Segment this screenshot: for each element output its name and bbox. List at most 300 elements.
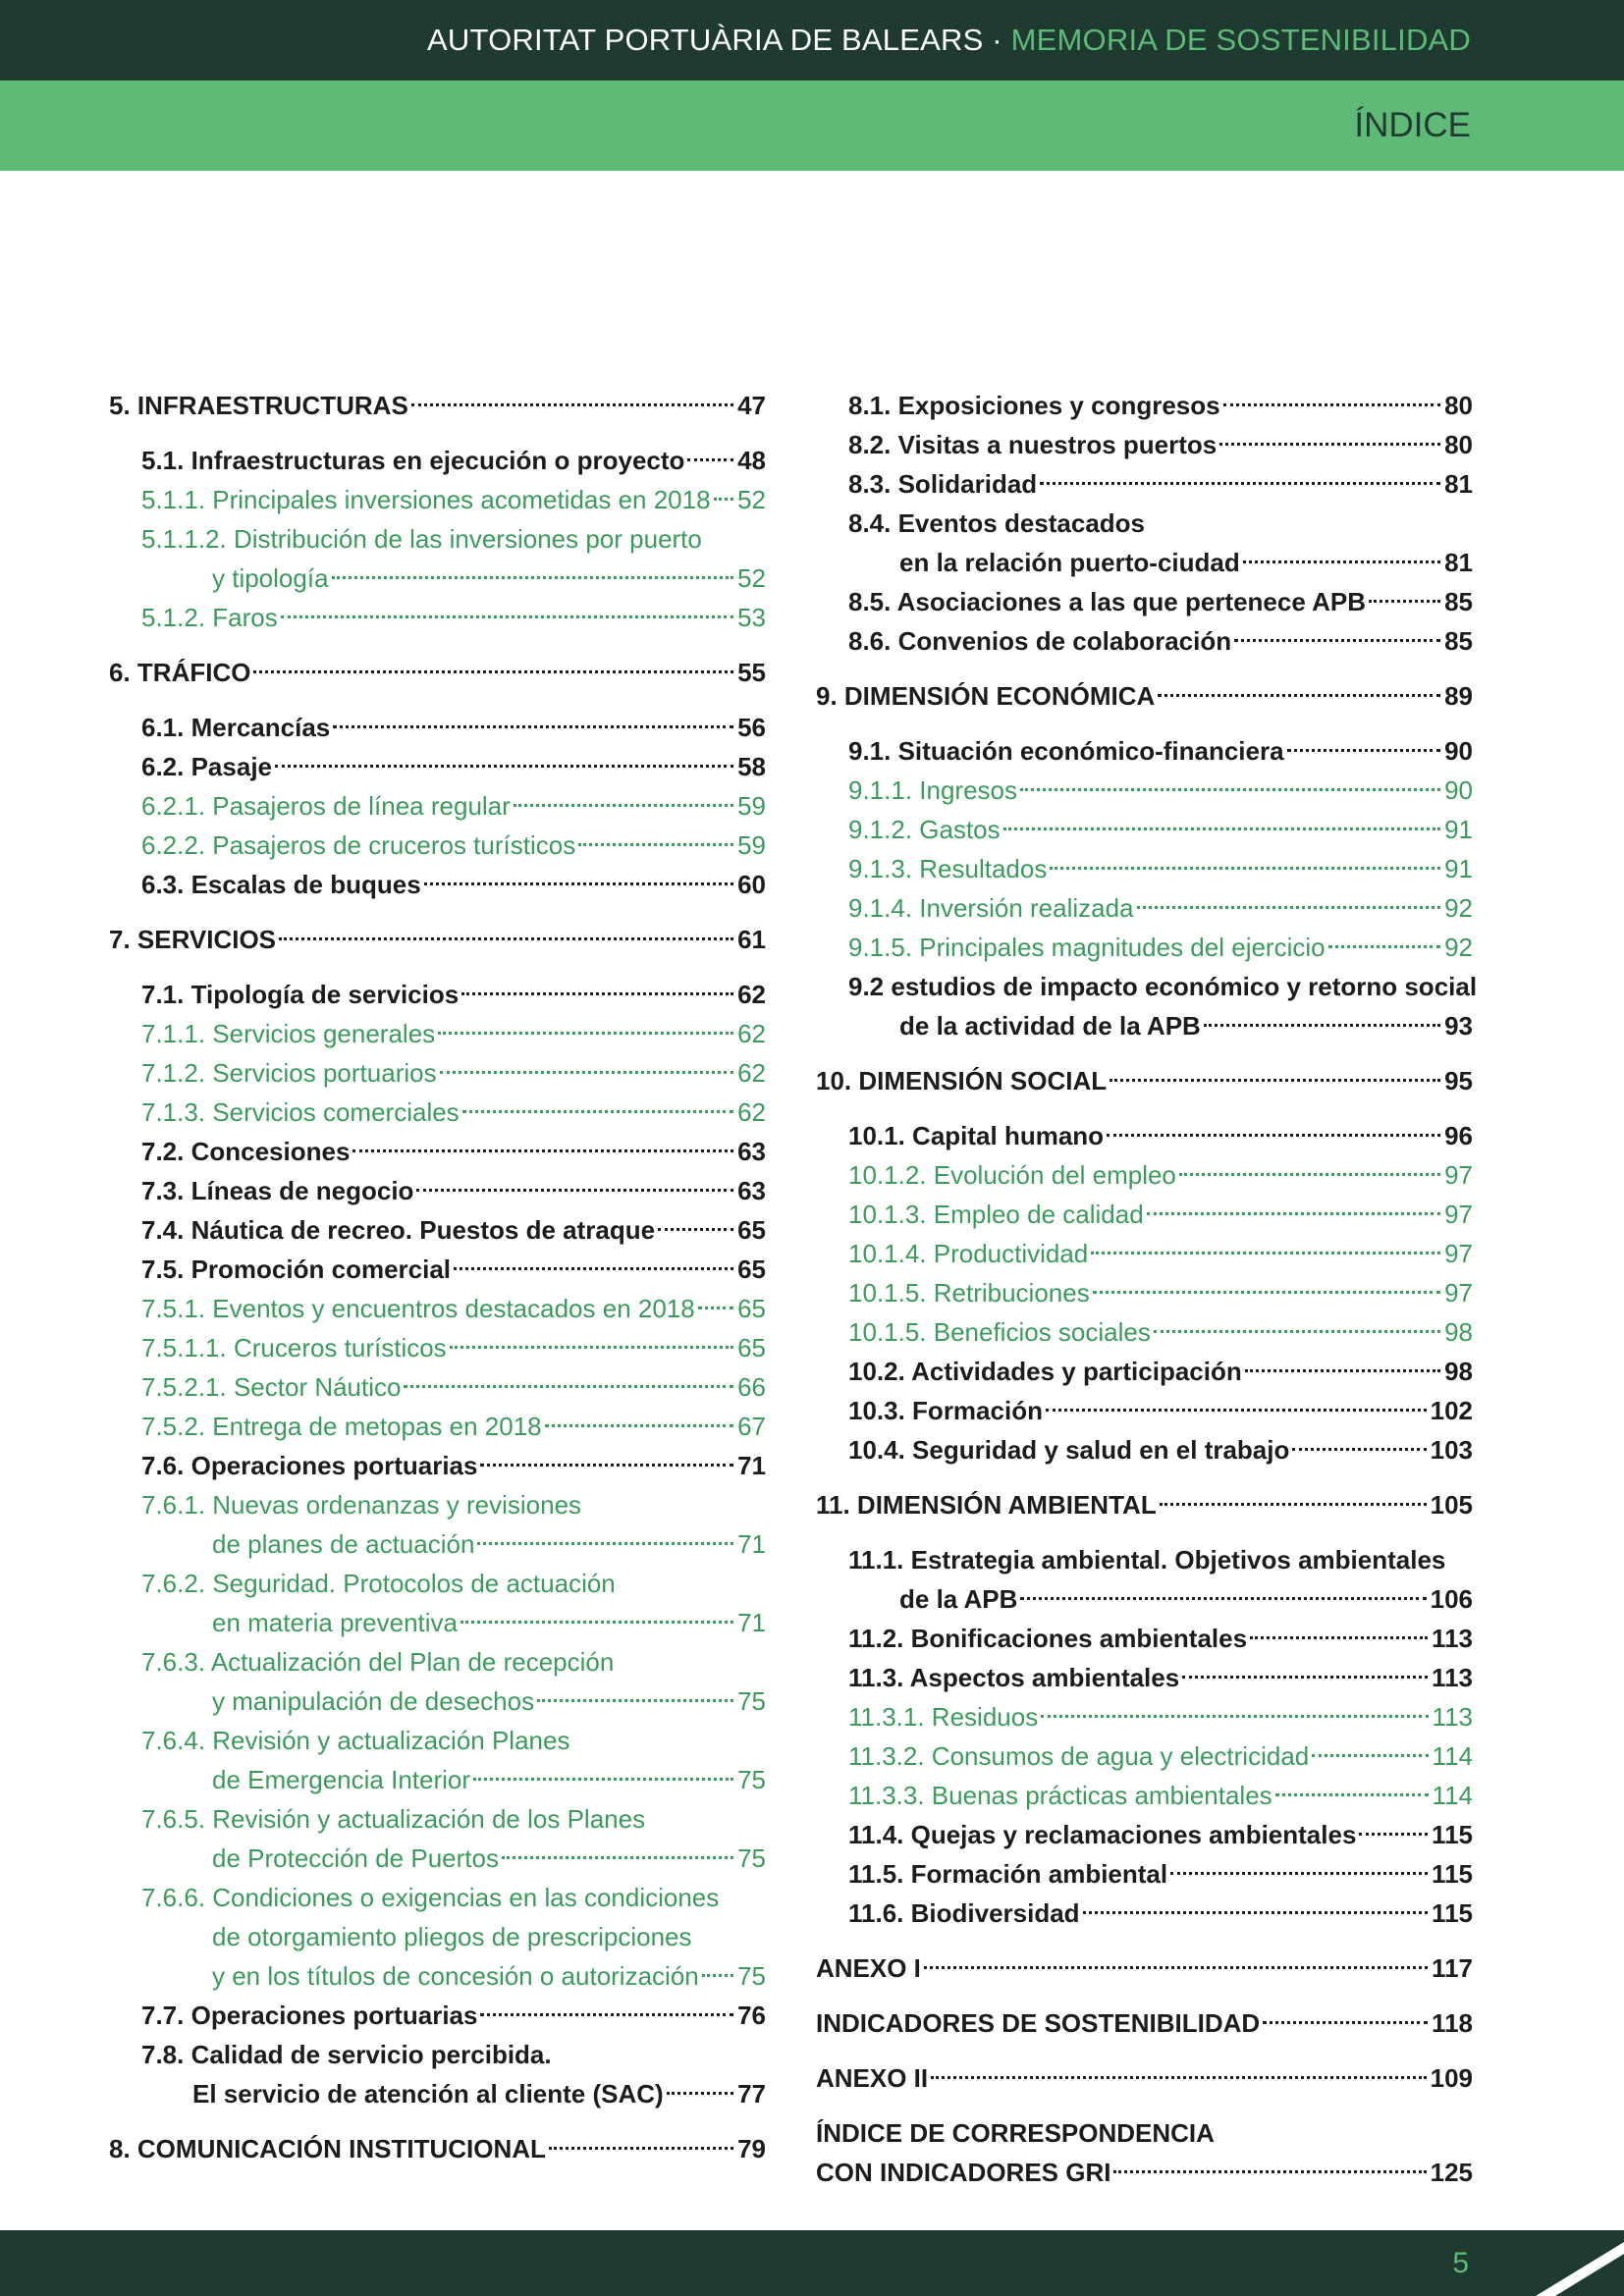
toc-entry-title: y en los títulos de concesión o autorización xyxy=(212,1961,699,1991)
toc-entry-title: ANEXO I xyxy=(816,1953,921,1983)
toc-entry-title: 8.4. Eventos destacados xyxy=(848,508,1146,538)
dot-leader xyxy=(687,458,733,461)
dot-leader xyxy=(253,670,733,673)
dot-leader xyxy=(450,1346,733,1349)
toc-entry[interactable] xyxy=(816,1619,1473,1658)
toc-entry[interactable] xyxy=(109,1093,766,1132)
dot-leader xyxy=(1110,1079,1440,1082)
toc-entry-title: 5.1.2. Faros xyxy=(141,603,278,632)
toc-entry-line xyxy=(141,708,766,747)
dot-leader xyxy=(1170,1872,1428,1875)
toc-entry-title: 10.1. Capital humano xyxy=(848,1121,1105,1150)
toc-entry-line xyxy=(141,1171,766,1210)
toc-entry-title: 7.3. Líneas de negocio xyxy=(141,1176,414,1205)
dot-leader xyxy=(1091,1252,1440,1255)
toc-entry[interactable] xyxy=(816,1391,1473,1430)
toc-entry-title: 9.1.4. Inversión realizada xyxy=(848,893,1134,923)
dot-leader xyxy=(667,2092,733,2095)
toc-page-number: 115 xyxy=(1432,1859,1473,1889)
toc-entry-line xyxy=(816,2003,1473,2043)
toc-entry-line xyxy=(848,1312,1473,1352)
toc-entry[interactable] xyxy=(109,865,766,904)
toc-page-number: 98 xyxy=(1444,1317,1473,1347)
toc-entry-line xyxy=(141,1524,766,1564)
toc-entry[interactable] xyxy=(109,826,766,865)
toc-entry-title: de Emergencia Interior xyxy=(212,1765,471,1794)
dot-leader xyxy=(1147,1212,1440,1215)
toc-entry[interactable] xyxy=(109,1367,766,1407)
toc-entry-title: 9.1.3. Resultados xyxy=(848,854,1048,883)
dot-leader xyxy=(658,1228,733,1231)
toc-entry[interactable] xyxy=(109,1250,766,1289)
toc-entry-title: 11.3.1. Residuos xyxy=(848,1702,1039,1732)
toc-entry-title: ÍNDICE DE CORRESPONDENCIA xyxy=(816,2118,1215,2148)
toc-entry-title: 6.2.2. Pasajeros de cruceros turísticos xyxy=(141,830,576,860)
toc-entry[interactable] xyxy=(816,1430,1473,1469)
header-separator: · xyxy=(983,23,1011,57)
toc-entry[interactable] xyxy=(109,920,766,959)
toc-page-number: 96 xyxy=(1444,1121,1473,1150)
toc-page-number: 65 xyxy=(737,1333,766,1362)
toc-entry-title: 9.1.5. Principales magnitudes del ejercicio xyxy=(848,933,1326,962)
toc-entry-line xyxy=(141,747,766,786)
toc-entry-line xyxy=(141,1446,766,1485)
toc-entry[interactable] xyxy=(109,519,766,598)
toc-entry-line xyxy=(141,1996,766,2035)
toc-entry-title: 7.7. Operaciones portuarias xyxy=(141,2001,478,2030)
dot-leader xyxy=(404,1385,733,1388)
toc-entry[interactable] xyxy=(109,975,766,1014)
toc-entry[interactable] xyxy=(816,849,1473,888)
dot-leader xyxy=(473,1778,733,1781)
dot-leader xyxy=(424,882,733,885)
toc-entry-title: 6.3. Escalas de buques xyxy=(141,870,421,899)
dot-leader xyxy=(477,1542,733,1545)
toc-entry-title: 6. TRÁFICO xyxy=(109,658,251,687)
header-bar xyxy=(0,0,1624,80)
toc-entry-line xyxy=(141,1014,766,1053)
toc-page-number: 62 xyxy=(737,980,766,1009)
toc-page-number: 71 xyxy=(737,1451,766,1480)
toc-page-number: 62 xyxy=(737,1058,766,1088)
toc-entry-title: INDICADORES DE SOSTENIBILIDAD xyxy=(816,2008,1261,2038)
toc-entry[interactable] xyxy=(109,1878,766,1996)
toc-entry[interactable] xyxy=(109,1328,766,1367)
dot-leader xyxy=(1245,1369,1440,1372)
dot-leader xyxy=(1287,749,1441,752)
toc-entry-line xyxy=(141,1407,766,1446)
toc-entry[interactable] xyxy=(816,1736,1473,1776)
toc-entry[interactable] xyxy=(109,1014,766,1053)
toc-entry-title: 7.1.3. Servicios comerciales xyxy=(141,1097,460,1127)
toc-page-number: 85 xyxy=(1444,587,1473,616)
toc-entry-line xyxy=(848,888,1473,928)
toc-entry[interactable] xyxy=(109,1289,766,1328)
toc-page-number: 125 xyxy=(1430,2158,1473,2187)
toc-entry[interactable] xyxy=(816,1776,1473,1815)
toc-page-number: 93 xyxy=(1444,1011,1473,1041)
toc-entry-line xyxy=(848,386,1473,425)
toc-entry[interactable] xyxy=(816,2058,1473,2098)
toc-entry[interactable] xyxy=(816,1234,1473,1273)
toc-page-number: 65 xyxy=(737,1255,766,1284)
dot-leader xyxy=(1137,906,1441,909)
toc-entry[interactable] xyxy=(109,653,766,692)
toc-entry[interactable] xyxy=(109,786,766,826)
toc-entry-line xyxy=(141,1093,766,1132)
toc-entry-line xyxy=(816,676,1473,716)
dot-leader xyxy=(1234,639,1440,642)
toc-entry-line xyxy=(109,920,766,959)
toc-entry[interactable] xyxy=(816,1116,1473,1155)
dot-leader xyxy=(1083,1911,1428,1914)
dot-leader xyxy=(1093,1291,1440,1294)
toc-entry-line xyxy=(816,1485,1473,1524)
toc-entry[interactable] xyxy=(816,1485,1473,1524)
dot-leader xyxy=(416,1189,733,1192)
toc-entry[interactable] xyxy=(109,441,766,480)
toc-entry-line xyxy=(141,1132,766,1171)
toc-page-number: 77 xyxy=(737,2079,766,2109)
toc-entry-line xyxy=(848,731,1473,771)
toc-page-number: 102 xyxy=(1430,1396,1473,1425)
toc-entry-line xyxy=(848,1579,1473,1619)
toc-entry-title: 11.1. Estrategia ambiental. Objetivos ambientales xyxy=(848,1545,1446,1575)
toc-entry[interactable] xyxy=(109,1407,766,1446)
toc-page-number: 59 xyxy=(737,791,766,821)
toc-entry-title: 8.3. Solidaridad xyxy=(848,469,1038,499)
toc-entry-title: y tipología xyxy=(212,563,329,593)
toc-entry[interactable] xyxy=(816,1273,1473,1312)
toc-page-number: 55 xyxy=(737,658,766,687)
toc-entry-title: 7. SERVICIOS xyxy=(109,925,277,954)
toc-entry[interactable] xyxy=(816,621,1473,661)
toc-page-number: 113 xyxy=(1432,1663,1473,1692)
dot-leader xyxy=(462,1110,733,1113)
toc-entry-line xyxy=(141,786,766,826)
toc-entry-line xyxy=(848,1894,1473,1933)
toc-entry-title: 9. DIMENSIÓN ECONÓMICA xyxy=(816,681,1156,711)
toc-entry-line xyxy=(848,1352,1473,1391)
toc-entry-line xyxy=(141,1603,766,1642)
toc-entry-line xyxy=(848,1155,1473,1195)
toc-entry-line xyxy=(141,865,766,904)
toc-entry[interactable] xyxy=(816,1697,1473,1736)
toc-entry-line xyxy=(848,849,1473,888)
toc-entry[interactable] xyxy=(816,1195,1473,1234)
toc-entry[interactable] xyxy=(816,2003,1473,2043)
section-band xyxy=(0,80,1624,171)
toc-page-number: 71 xyxy=(737,1608,766,1637)
dot-leader xyxy=(1182,1676,1428,1679)
toc-page-number: 117 xyxy=(1432,1953,1473,1983)
dot-leader xyxy=(1243,561,1440,563)
toc-entry-title: 6.2.1. Pasajeros de línea regular xyxy=(141,791,511,821)
toc-entry[interactable] xyxy=(816,888,1473,928)
toc-entry[interactable] xyxy=(816,771,1473,810)
toc-entry-line xyxy=(141,559,766,598)
toc-entry[interactable] xyxy=(816,2113,1473,2192)
toc-entry[interactable] xyxy=(816,464,1473,504)
toc-entry-line xyxy=(109,653,766,692)
page-number: 5 xyxy=(1452,2247,1469,2279)
toc-entry-line xyxy=(848,928,1473,967)
toc-entry[interactable] xyxy=(816,1352,1473,1391)
toc-page-number: 113 xyxy=(1432,1624,1473,1653)
toc-entry-line xyxy=(848,1776,1473,1815)
toc-entry[interactable] xyxy=(109,1564,766,1642)
toc-entry-line xyxy=(848,1430,1473,1469)
toc-page-number: 81 xyxy=(1444,469,1473,499)
toc-entry-title: 5.1. Infraestructuras en ejecución o proyecto xyxy=(141,446,685,475)
toc-entry-line xyxy=(141,1682,766,1721)
dot-leader xyxy=(1154,1330,1440,1333)
toc-page-number: 97 xyxy=(1444,1278,1473,1308)
toc-entry-title: 7.2. Concesiones xyxy=(141,1137,351,1166)
toc-entry[interactable] xyxy=(816,731,1473,771)
toc-entry-title: 10.1.2. Evolución del empleo xyxy=(848,1160,1176,1190)
toc-page-number: 63 xyxy=(737,1137,766,1166)
dot-leader xyxy=(714,498,734,501)
toc-entry-title: El servicio de atención al cliente (SAC) xyxy=(192,2079,664,2109)
dot-leader xyxy=(931,2076,1426,2079)
toc-entry[interactable] xyxy=(816,582,1473,621)
toc-page-number: 106 xyxy=(1430,1584,1473,1614)
dot-leader xyxy=(502,1856,733,1859)
dot-leader xyxy=(1179,1173,1440,1176)
toc-entry[interactable] xyxy=(109,1210,766,1250)
toc-entry-line xyxy=(848,582,1473,621)
toc-entry-title: 7.8. Calidad de servicio percibida. xyxy=(141,2040,552,2069)
toc-page-number: 113 xyxy=(1432,1702,1473,1732)
dot-leader xyxy=(698,1307,733,1309)
toc-entry-title: de otorgamiento pliegos de prescripciones xyxy=(212,1922,692,1951)
toc-entry[interactable] xyxy=(816,1312,1473,1352)
toc-column-left xyxy=(109,386,766,2168)
toc-entry-title: 7.1.1. Servicios generales xyxy=(141,1019,436,1048)
toc-entry[interactable] xyxy=(109,2035,766,2113)
toc-entry-title: 11.2. Bonificaciones ambientales xyxy=(848,1624,1248,1653)
dot-leader xyxy=(702,1974,733,1977)
toc-entry-title: 7.1.2. Servicios portuarios xyxy=(141,1058,437,1088)
toc-entry[interactable] xyxy=(816,504,1473,582)
toc-entry[interactable] xyxy=(816,1061,1473,1100)
toc-entry-line xyxy=(816,1949,1473,1988)
toc-entry-line xyxy=(141,1250,766,1289)
toc-entry-line xyxy=(816,2058,1473,2098)
toc-entry-title: 8.1. Exposiciones y congresos xyxy=(848,391,1220,420)
toc-page-number: 75 xyxy=(737,1765,766,1794)
toc-entry-line xyxy=(141,2035,766,2074)
toc-entry-line xyxy=(141,826,766,865)
toc-entry[interactable] xyxy=(109,1171,766,1210)
toc-entry[interactable] xyxy=(109,1053,766,1093)
toc-page-number: 105 xyxy=(1430,1490,1473,1520)
toc-entry-title: 10.4. Seguridad y salud en el trabajo xyxy=(848,1435,1290,1465)
dot-leader xyxy=(480,1464,733,1467)
toc-entry[interactable] xyxy=(816,1815,1473,1854)
toc-page-number: 80 xyxy=(1444,391,1473,420)
toc-page-number: 118 xyxy=(1432,2008,1473,2038)
toc-entry-line xyxy=(141,1956,766,1996)
toc-page-number: 79 xyxy=(737,2134,766,2163)
section-title: ÍNDICE xyxy=(1354,106,1471,144)
toc-page-number: 52 xyxy=(737,563,766,593)
dot-leader xyxy=(411,403,733,406)
dot-leader xyxy=(480,2013,733,2016)
footer-slash-decoration xyxy=(1512,2230,1624,2296)
toc-entry[interactable] xyxy=(109,480,766,519)
toc-entry-title: 11.3. Aspectos ambientales xyxy=(848,1663,1180,1692)
toc-entry[interactable] xyxy=(109,1132,766,1171)
toc-entry-line xyxy=(848,1540,1473,1579)
toc-entry-title: 5. INFRAESTRUCTURAS xyxy=(109,391,408,420)
toc-entry-line xyxy=(141,1367,766,1407)
toc-entry-title: 7.5.1.1. Cruceros turísticos xyxy=(141,1333,447,1362)
toc-entry-title: y manipulación de desechos xyxy=(212,1686,535,1716)
toc-entry[interactable] xyxy=(816,810,1473,849)
toc-entry-title: 10.2. Actividades y participación xyxy=(848,1357,1242,1386)
toc-page-number: 80 xyxy=(1444,430,1473,459)
toc-entry-title: CON INDICADORES GRI xyxy=(816,2158,1111,2187)
toc-page-number: 114 xyxy=(1432,1781,1473,1810)
toc-entry[interactable] xyxy=(109,1996,766,2035)
toc-entry[interactable] xyxy=(109,2129,766,2168)
toc-entry-line xyxy=(141,1564,766,1603)
toc-entry[interactable] xyxy=(816,676,1473,716)
toc-page-number: 53 xyxy=(737,603,766,632)
toc-entry-title: 8. COMUNICACIÓN INSTITUCIONAL xyxy=(109,2134,546,2163)
toc-entry-title: 8.2. Visitas a nuestros puertos xyxy=(848,430,1218,459)
toc-entry-title: de la APB xyxy=(899,1584,1018,1614)
toc-page-number: 65 xyxy=(737,1215,766,1245)
toc-entry[interactable] xyxy=(816,1949,1473,1988)
toc-entry-line xyxy=(848,504,1473,543)
toc-page-number: 98 xyxy=(1444,1357,1473,1386)
dot-leader xyxy=(1328,945,1440,948)
dot-leader xyxy=(514,804,733,807)
toc-entry-title: 7.6.3. Actualización del Plan de recepción xyxy=(141,1647,615,1677)
toc-entry[interactable] xyxy=(109,1642,766,1721)
dot-leader xyxy=(333,725,733,728)
toc-page-number: 81 xyxy=(1444,548,1473,577)
toc-page-number: 56 xyxy=(737,713,766,742)
toc-entry[interactable] xyxy=(109,1799,766,1878)
dot-leader xyxy=(1020,1597,1426,1600)
dot-leader xyxy=(461,992,733,995)
dot-leader xyxy=(549,2147,733,2150)
toc-entry-line xyxy=(141,1917,766,1956)
dot-leader xyxy=(332,576,734,579)
toc-page-number: 85 xyxy=(1444,626,1473,656)
toc-entry[interactable] xyxy=(109,1721,766,1799)
dot-leader xyxy=(1219,443,1440,446)
toc-page-number: 115 xyxy=(1432,1820,1473,1849)
toc-entry-line xyxy=(848,1116,1473,1155)
toc-entry[interactable] xyxy=(816,1894,1473,1933)
toc-entry-title: 10. DIMENSIÓN SOCIAL xyxy=(816,1066,1108,1095)
toc-entry-title: 10.1.3. Empleo de calidad xyxy=(848,1200,1144,1229)
toc-page-number: 52 xyxy=(737,485,766,514)
toc-page-number: 91 xyxy=(1444,854,1473,883)
toc-entry-line xyxy=(848,464,1473,504)
toc-page-number: 115 xyxy=(1432,1898,1473,1928)
toc-entry-title: 9.1. Situación económico-financiera xyxy=(848,736,1284,766)
toc-entry-line xyxy=(141,598,766,637)
toc-entry-line xyxy=(141,1328,766,1367)
toc-page-number: 71 xyxy=(737,1529,766,1559)
dot-leader xyxy=(578,843,733,846)
toc-entry-title: en materia preventiva xyxy=(212,1608,459,1637)
toc-page-number: 75 xyxy=(737,1843,766,1873)
toc-entry[interactable] xyxy=(816,1658,1473,1697)
footer-bar xyxy=(0,2230,1624,2296)
toc-entry-line xyxy=(848,1854,1473,1894)
toc-entry-title: 7.5.1. Eventos y encuentros destacados en 2018 xyxy=(141,1294,695,1323)
toc-entry-title: 7.6. Operaciones portuarias xyxy=(141,1451,478,1480)
toc-entry[interactable] xyxy=(109,708,766,747)
toc-entry[interactable] xyxy=(816,967,1478,1045)
toc-entry-title: 7.6.2. Seguridad. Protocolos de actuación xyxy=(141,1569,616,1598)
toc-entry-line xyxy=(848,1736,1473,1776)
toc-entry[interactable] xyxy=(816,425,1473,464)
toc-entry-title: de planes de actuación xyxy=(212,1529,475,1559)
toc-entry[interactable] xyxy=(109,1446,766,1485)
toc-entry-title: 5.1.1. Principales inversiones acometidas en 2018 xyxy=(141,485,711,514)
toc-page-number: 97 xyxy=(1444,1239,1473,1268)
toc-entry-line xyxy=(816,1061,1473,1100)
toc-entry[interactable] xyxy=(816,1155,1473,1195)
toc-entry-title: 11.3.2. Consumos de agua y electricidad xyxy=(848,1741,1310,1771)
toc-entry[interactable] xyxy=(816,928,1473,967)
dot-leader xyxy=(924,1966,1428,1969)
toc-page-number: 90 xyxy=(1444,736,1473,766)
dot-leader xyxy=(1020,788,1440,791)
toc-entry[interactable] xyxy=(816,386,1473,425)
toc-entry[interactable] xyxy=(109,386,766,425)
toc-entry[interactable] xyxy=(109,598,766,637)
toc-page-number: 62 xyxy=(737,1019,766,1048)
toc-page-number: 89 xyxy=(1444,681,1473,711)
toc-page-number: 58 xyxy=(737,752,766,781)
toc-entry[interactable] xyxy=(109,1485,766,1564)
toc-page-number: 91 xyxy=(1444,815,1473,844)
toc-entry-line xyxy=(848,1619,1473,1658)
dot-leader xyxy=(275,765,733,768)
toc-entry-line xyxy=(848,810,1473,849)
dot-leader xyxy=(1160,1503,1427,1506)
toc-entry-line xyxy=(141,1760,766,1799)
toc-entry-line xyxy=(848,1815,1473,1854)
toc-entry-title: 8.5. Asociaciones a las que pertenece APB xyxy=(848,587,1366,616)
dot-leader xyxy=(1041,1715,1428,1718)
toc-entry-line xyxy=(848,1391,1473,1430)
toc-entry-title: 10.1.5. Retribuciones xyxy=(848,1278,1090,1308)
toc-entry[interactable] xyxy=(816,1540,1473,1619)
toc-entry-title: 7.1. Tipología de servicios xyxy=(141,980,460,1009)
toc-entry-line xyxy=(141,1289,766,1328)
toc-entry-title: 7.5.2.1. Sector Náutico xyxy=(141,1372,402,1402)
toc-entry[interactable] xyxy=(109,747,766,786)
dot-leader xyxy=(1369,600,1440,603)
dot-leader xyxy=(1223,403,1440,406)
toc-page-number: 66 xyxy=(737,1372,766,1402)
toc-entry-title: 7.4. Náutica de recreo. Puestos de atraque xyxy=(141,1215,656,1245)
toc-entry-line xyxy=(141,1642,766,1682)
toc-entry[interactable] xyxy=(816,1854,1473,1894)
toc-entry-title: 11.4. Quejas y reclamaciones ambientales xyxy=(848,1820,1357,1849)
dot-leader xyxy=(352,1149,733,1152)
